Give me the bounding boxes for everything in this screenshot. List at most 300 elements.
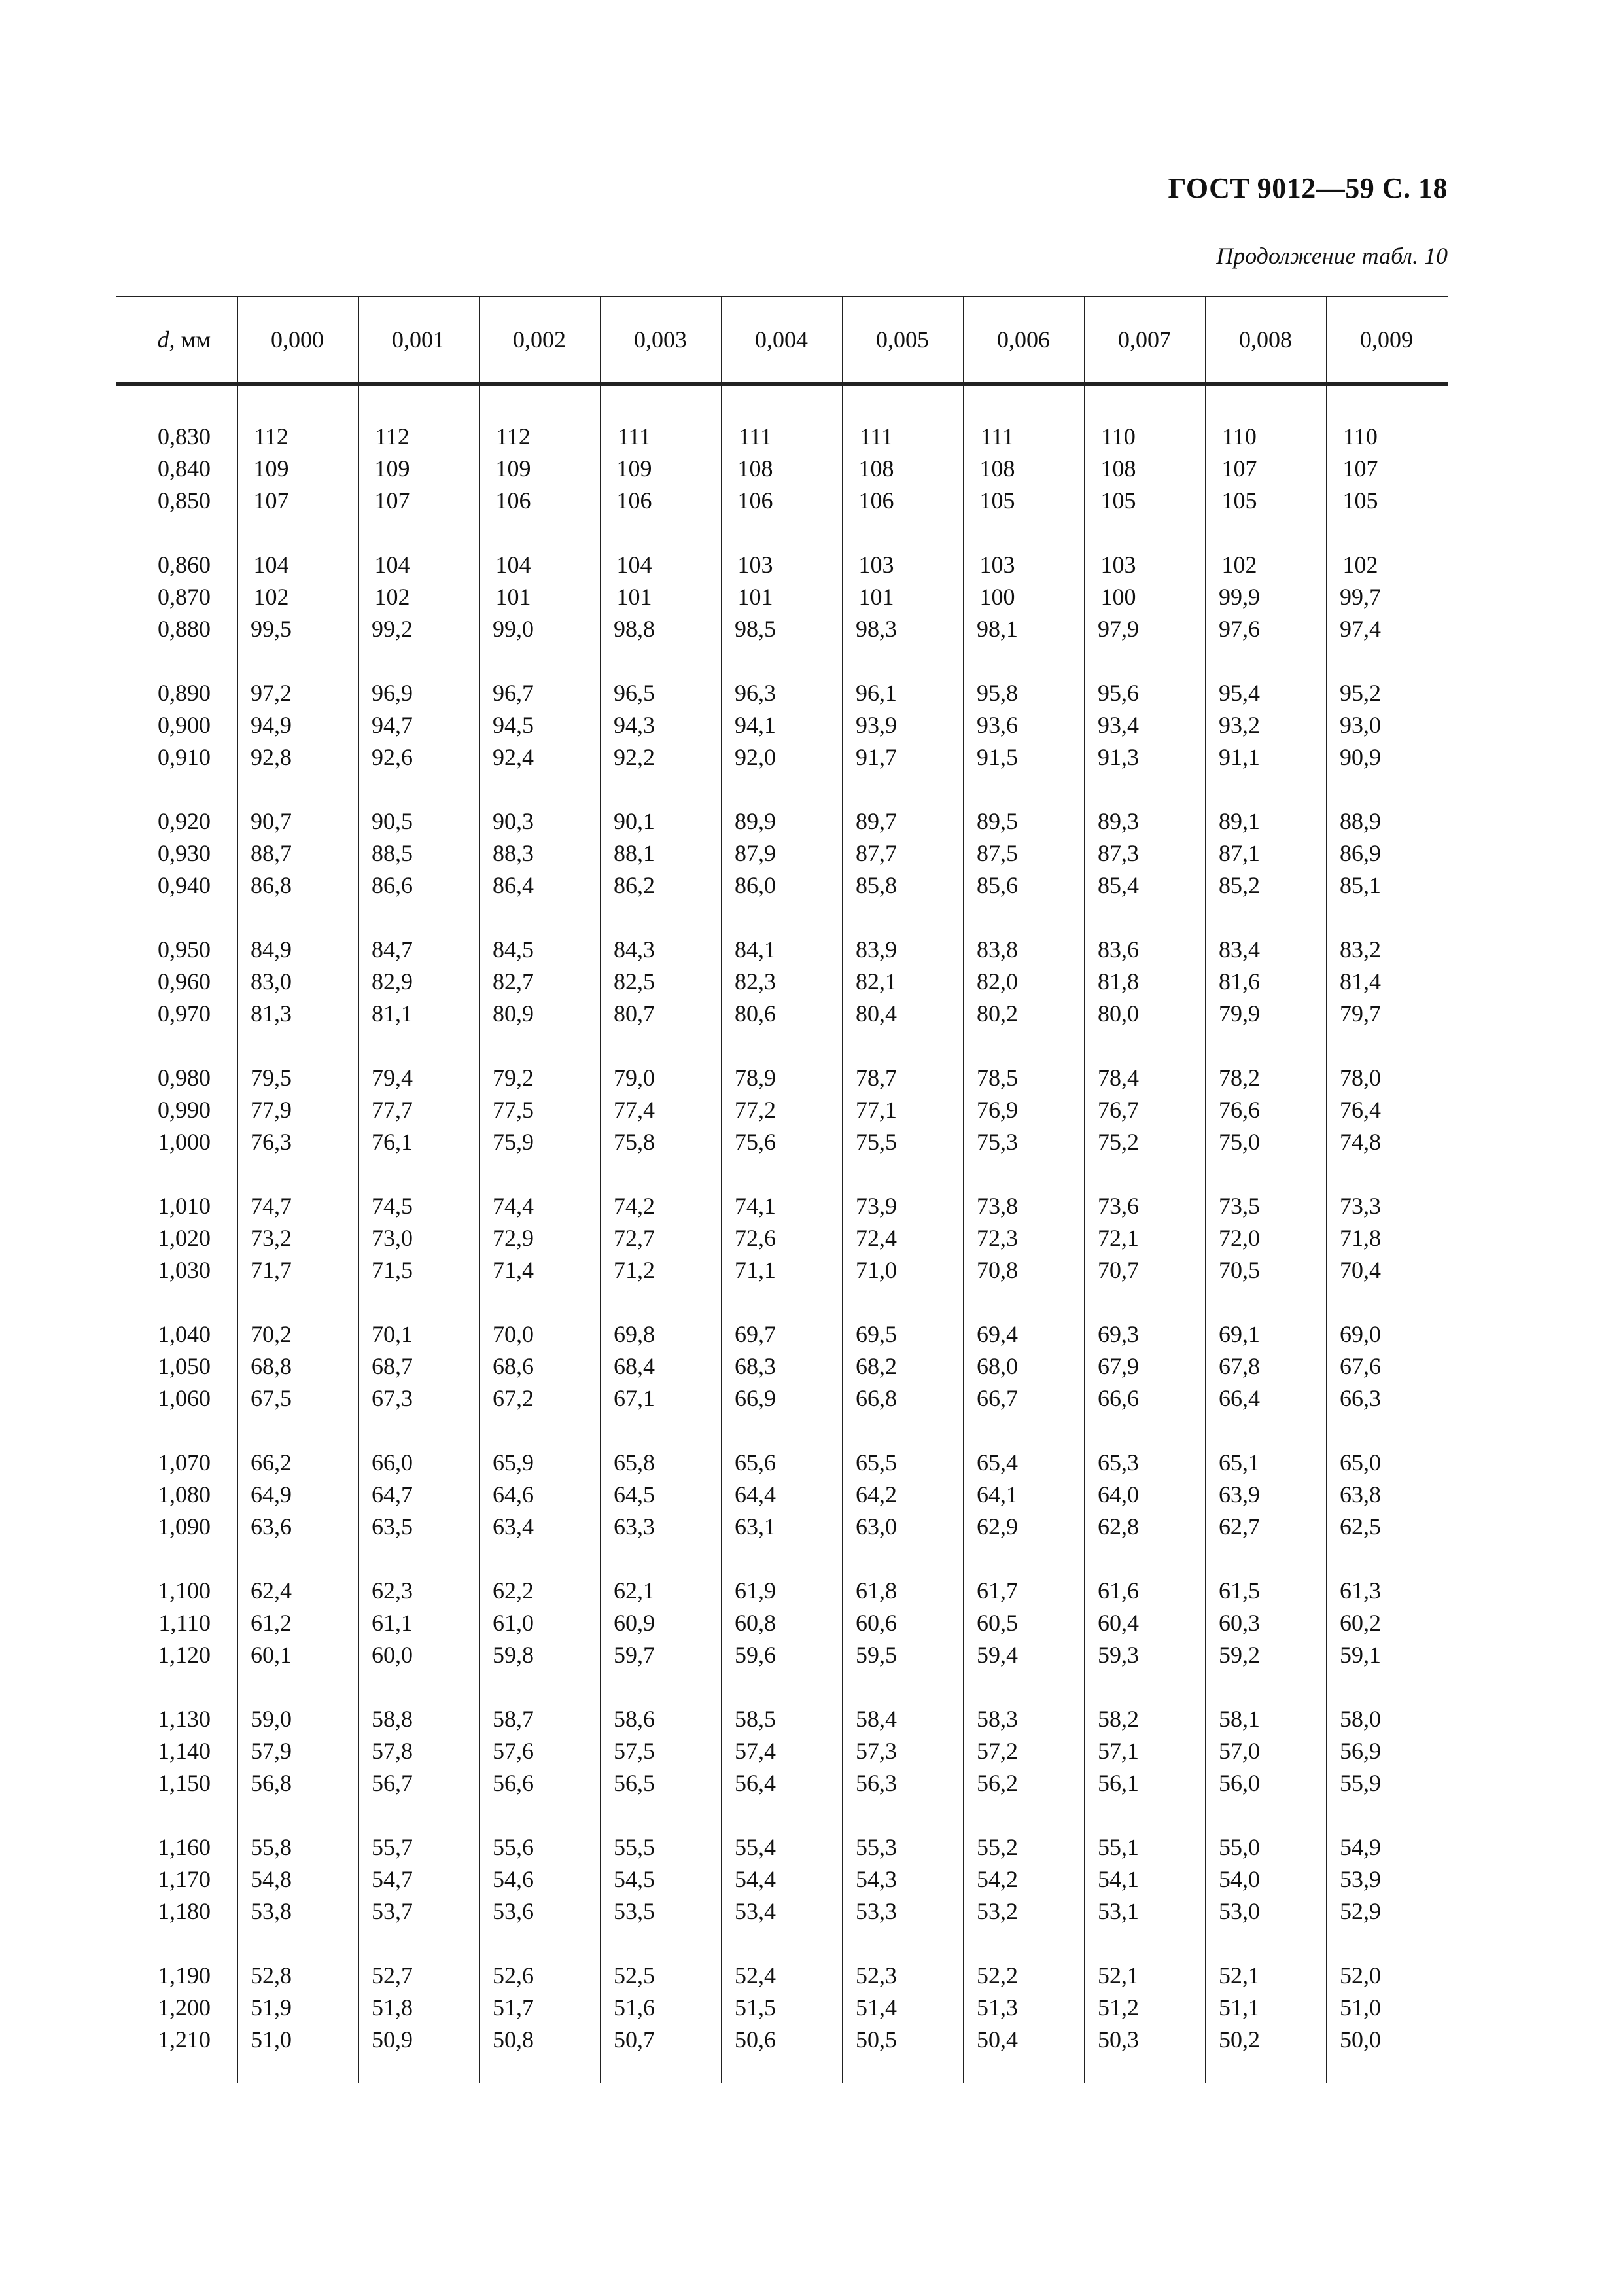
value-cell: 50,0 — [1340, 2026, 1381, 2053]
value-cell: 111 — [738, 423, 773, 450]
value-cell: 64,4 — [735, 1481, 776, 1508]
row-group — [116, 805, 1448, 901]
diameter-cell: 1,150 — [158, 1769, 211, 1796]
value-cell: 87,9 — [735, 839, 776, 866]
value-cell: 56,3 — [856, 1769, 897, 1796]
value-cell: 105 — [1100, 487, 1136, 514]
value-cell: 84,5 — [493, 936, 534, 963]
value-cell: 82,0 — [977, 968, 1018, 995]
value-cell: 59,1 — [1340, 1641, 1381, 1668]
value-cell: 98,3 — [856, 615, 897, 642]
value-cell: 74,7 — [251, 1192, 292, 1219]
value-cell: 78,7 — [856, 1064, 897, 1091]
diameter-cell: 0,840 — [158, 455, 211, 482]
value-cell: 70,4 — [1340, 1256, 1381, 1283]
value-cell: 105 — [979, 487, 1015, 514]
row-group — [116, 1831, 1448, 1927]
value-cell: 61,7 — [977, 1577, 1018, 1604]
value-cell: 68,6 — [493, 1352, 534, 1379]
value-cell: 53,3 — [856, 1898, 897, 1924]
value-cell: 66,3 — [1340, 1385, 1381, 1411]
value-cell: 91,3 — [1098, 743, 1139, 770]
value-cell: 96,9 — [372, 679, 413, 706]
value-cell: 65,1 — [1219, 1449, 1260, 1475]
row-group — [116, 933, 1448, 1029]
diameter-cell: 1,140 — [158, 1737, 211, 1764]
value-cell: 84,7 — [372, 936, 413, 963]
value-cell: 59,8 — [493, 1641, 534, 1668]
value-cell: 112 — [375, 423, 410, 450]
value-cell: 67,8 — [1219, 1352, 1260, 1379]
value-cell: 69,3 — [1098, 1320, 1139, 1347]
value-cell: 95,8 — [977, 679, 1018, 706]
value-cell: 97,6 — [1219, 615, 1260, 642]
value-cell: 63,3 — [614, 1513, 655, 1540]
value-cell: 87,1 — [1219, 839, 1260, 866]
value-cell: 85,8 — [856, 872, 897, 898]
value-cell: 52,1 — [1098, 1962, 1139, 1988]
value-cell: 57,0 — [1219, 1737, 1260, 1764]
value-cell: 64,0 — [1098, 1481, 1139, 1508]
value-cell: 104 — [616, 551, 652, 578]
value-cell: 54,1 — [1098, 1865, 1139, 1892]
value-cell: 52,1 — [1219, 1962, 1260, 1988]
value-cell: 77,7 — [372, 1096, 413, 1123]
diameter-cell: 1,160 — [158, 1833, 211, 1860]
value-cell: 71,4 — [493, 1256, 534, 1283]
diameter-cell: 1,210 — [158, 2026, 211, 2053]
value-cell: 57,9 — [251, 1737, 292, 1764]
value-cell: 73,8 — [977, 1192, 1018, 1219]
value-cell: 77,1 — [856, 1096, 897, 1123]
table-row — [116, 1574, 1448, 1606]
value-cell: 104 — [495, 551, 531, 578]
value-cell: 105 — [1342, 487, 1378, 514]
value-cell: 63,0 — [856, 1513, 897, 1540]
value-cell: 88,7 — [251, 839, 292, 866]
value-cell: 58,5 — [735, 1705, 776, 1732]
value-cell: 98,8 — [614, 615, 655, 642]
value-cell: 91,1 — [1219, 743, 1260, 770]
diameter-cell: 0,970 — [158, 1000, 211, 1027]
value-cell: 52,2 — [977, 1962, 1018, 1988]
value-cell: 100 — [1100, 583, 1136, 610]
table-body — [116, 420, 1448, 2087]
value-cell: 77,4 — [614, 1096, 655, 1123]
diameter-cell: 0,910 — [158, 743, 211, 770]
value-cell: 81,6 — [1219, 968, 1260, 995]
page-header: ГОСТ 9012—59 С. 18 — [1168, 172, 1448, 204]
value-cell: 93,4 — [1098, 711, 1139, 738]
value-cell: 110 — [1101, 423, 1136, 450]
value-cell: 106 — [616, 487, 652, 514]
value-cell: 50,6 — [735, 2026, 776, 2053]
value-cell: 108 — [1100, 455, 1136, 482]
value-cell: 66,8 — [856, 1385, 897, 1411]
value-cell: 58,2 — [1098, 1705, 1139, 1732]
value-cell: 54,7 — [372, 1865, 413, 1892]
value-cell: 96,3 — [735, 679, 776, 706]
table-row — [116, 837, 1448, 869]
value-cell: 76,3 — [251, 1128, 292, 1155]
value-cell: 111 — [859, 423, 894, 450]
value-cell: 58,3 — [977, 1705, 1018, 1732]
value-cell: 76,7 — [1098, 1096, 1139, 1123]
diameter-cell: 1,110 — [158, 1609, 211, 1636]
row-group — [116, 1318, 1448, 1414]
value-cell: 72,6 — [735, 1224, 776, 1251]
value-cell: 57,2 — [977, 1737, 1018, 1764]
value-cell: 84,3 — [614, 936, 655, 963]
value-cell: 52,3 — [856, 1962, 897, 1988]
table-row — [116, 933, 1448, 965]
value-cell: 78,2 — [1219, 1064, 1260, 1091]
table-row — [116, 2023, 1448, 2055]
value-cell: 71,0 — [856, 1256, 897, 1283]
value-cell: 109 — [616, 455, 652, 482]
value-cell: 53,9 — [1340, 1865, 1381, 1892]
diameter-cell: 0,890 — [158, 679, 211, 706]
value-cell: 66,2 — [251, 1449, 292, 1475]
value-cell: 55,2 — [977, 1833, 1018, 1860]
value-cell: 50,2 — [1219, 2026, 1260, 2053]
table-row — [116, 869, 1448, 901]
value-cell: 110 — [1343, 423, 1378, 450]
value-cell: 58,0 — [1340, 1705, 1381, 1732]
value-cell: 57,4 — [735, 1737, 776, 1764]
diameter-cell: 0,960 — [158, 968, 211, 995]
value-cell: 80,7 — [614, 1000, 655, 1027]
value-cell: 76,4 — [1340, 1096, 1381, 1123]
row-group — [116, 1446, 1448, 1542]
value-cell: 66,6 — [1098, 1385, 1139, 1411]
value-cell: 62,8 — [1098, 1513, 1139, 1540]
value-cell: 107 — [374, 487, 410, 514]
value-cell: 107 — [253, 487, 289, 514]
value-cell: 67,3 — [372, 1385, 413, 1411]
value-cell: 54,0 — [1219, 1865, 1260, 1892]
value-cell: 68,8 — [251, 1352, 292, 1379]
value-cell: 96,7 — [493, 679, 534, 706]
value-cell: 73,3 — [1340, 1192, 1381, 1219]
diameter-cell: 0,930 — [158, 839, 211, 866]
value-cell: 109 — [374, 455, 410, 482]
value-cell: 55,7 — [372, 1833, 413, 1860]
value-cell: 83,2 — [1340, 936, 1381, 963]
table-row — [116, 965, 1448, 997]
value-cell: 103 — [858, 551, 894, 578]
value-cell: 61,6 — [1098, 1577, 1139, 1604]
value-cell: 93,0 — [1340, 711, 1381, 738]
header-cell: 0,000 — [271, 327, 324, 353]
value-cell: 90,7 — [251, 807, 292, 834]
value-cell: 52,8 — [251, 1962, 292, 1988]
value-cell: 51,1 — [1219, 1994, 1260, 2021]
value-cell: 104 — [253, 551, 289, 578]
value-cell: 52,4 — [735, 1962, 776, 1988]
value-cell: 90,1 — [614, 807, 655, 834]
diameter-cell: 1,010 — [158, 1192, 211, 1219]
value-cell: 57,3 — [856, 1737, 897, 1764]
value-cell: 60,1 — [251, 1641, 292, 1668]
value-cell: 92,0 — [735, 743, 776, 770]
value-cell: 103 — [979, 551, 1015, 578]
value-cell: 52,7 — [372, 1962, 413, 1988]
value-cell: 79,0 — [614, 1064, 655, 1091]
value-cell: 58,4 — [856, 1705, 897, 1732]
value-cell: 57,5 — [614, 1737, 655, 1764]
value-cell: 75,2 — [1098, 1128, 1139, 1155]
value-cell: 63,8 — [1340, 1481, 1381, 1508]
value-cell: 94,9 — [251, 711, 292, 738]
value-cell: 93,6 — [977, 711, 1018, 738]
diameter-cell: 1,090 — [158, 1513, 211, 1540]
value-cell: 64,9 — [251, 1481, 292, 1508]
value-cell: 65,0 — [1340, 1449, 1381, 1475]
value-cell: 109 — [253, 455, 289, 482]
value-cell: 51,6 — [614, 1994, 655, 2021]
value-cell: 85,6 — [977, 872, 1018, 898]
value-cell: 57,1 — [1098, 1737, 1139, 1764]
value-cell: 64,7 — [372, 1481, 413, 1508]
value-cell: 64,5 — [614, 1481, 655, 1508]
value-cell: 102 — [1221, 551, 1257, 578]
value-cell: 95,4 — [1219, 679, 1260, 706]
value-cell: 76,9 — [977, 1096, 1018, 1123]
value-cell: 83,6 — [1098, 936, 1139, 963]
value-cell: 82,1 — [856, 968, 897, 995]
table-row — [116, 420, 1448, 452]
value-cell: 102 — [253, 583, 289, 610]
value-cell: 58,8 — [372, 1705, 413, 1732]
value-cell: 84,9 — [251, 936, 292, 963]
value-cell: 74,4 — [493, 1192, 534, 1219]
value-cell: 83,0 — [251, 968, 292, 995]
value-cell: 51,0 — [1340, 1994, 1381, 2021]
value-cell: 99,5 — [251, 615, 292, 642]
value-cell: 88,9 — [1340, 807, 1381, 834]
value-cell: 64,6 — [493, 1481, 534, 1508]
value-cell: 69,4 — [977, 1320, 1018, 1347]
table-row — [116, 1831, 1448, 1863]
table-row — [116, 1446, 1448, 1478]
value-cell: 71,2 — [614, 1256, 655, 1283]
value-cell: 94,1 — [735, 711, 776, 738]
value-cell: 69,5 — [856, 1320, 897, 1347]
value-cell: 54,3 — [856, 1865, 897, 1892]
value-cell: 68,7 — [372, 1352, 413, 1379]
value-cell: 78,0 — [1340, 1064, 1381, 1091]
diameter-cell: 1,040 — [158, 1320, 211, 1347]
value-cell: 75,9 — [493, 1128, 534, 1155]
value-cell: 53,5 — [614, 1898, 655, 1924]
value-cell: 101 — [495, 583, 531, 610]
value-cell: 62,1 — [614, 1577, 655, 1604]
value-cell: 99,0 — [493, 615, 534, 642]
value-cell: 82,7 — [493, 968, 534, 995]
diameter-cell: 1,120 — [158, 1641, 211, 1668]
value-cell: 65,4 — [977, 1449, 1018, 1475]
value-cell: 86,6 — [372, 872, 413, 898]
value-cell: 56,8 — [251, 1769, 292, 1796]
value-cell: 56,1 — [1098, 1769, 1139, 1796]
value-cell: 92,4 — [493, 743, 534, 770]
value-cell: 72,0 — [1219, 1224, 1260, 1251]
value-cell: 57,6 — [493, 1737, 534, 1764]
value-cell: 81,8 — [1098, 968, 1139, 995]
value-cell: 65,3 — [1098, 1449, 1139, 1475]
value-cell: 55,1 — [1098, 1833, 1139, 1860]
diameter-cell: 1,070 — [158, 1449, 211, 1475]
value-cell: 50,5 — [856, 2026, 897, 2053]
value-cell: 60,2 — [1340, 1609, 1381, 1636]
value-cell: 73,0 — [372, 1224, 413, 1251]
value-cell: 86,4 — [493, 872, 534, 898]
value-cell: 77,5 — [493, 1096, 534, 1123]
table-row — [116, 677, 1448, 709]
value-cell: 60,3 — [1219, 1609, 1260, 1636]
value-cell: 98,1 — [977, 615, 1018, 642]
value-cell: 59,6 — [735, 1641, 776, 1668]
table-row — [116, 1638, 1448, 1670]
header-cell: 0,009 — [1360, 327, 1413, 353]
value-cell: 71,1 — [735, 1256, 776, 1283]
value-cell: 59,5 — [856, 1641, 897, 1668]
value-cell: 73,6 — [1098, 1192, 1139, 1219]
value-cell: 67,5 — [251, 1385, 292, 1411]
table-row — [116, 1350, 1448, 1382]
value-cell: 72,4 — [856, 1224, 897, 1251]
value-cell: 51,3 — [977, 1994, 1018, 2021]
value-cell: 66,0 — [372, 1449, 413, 1475]
value-cell: 56,2 — [977, 1769, 1018, 1796]
value-cell: 75,6 — [735, 1128, 776, 1155]
value-cell: 62,9 — [977, 1513, 1018, 1540]
diameter-cell: 0,880 — [158, 615, 211, 642]
header-cell: 0,008 — [1239, 327, 1292, 353]
value-cell: 51,8 — [372, 1994, 413, 2021]
value-cell: 80,2 — [977, 1000, 1018, 1027]
value-cell: 99,9 — [1219, 583, 1260, 610]
value-cell: 55,3 — [856, 1833, 897, 1860]
value-cell: 109 — [495, 455, 531, 482]
value-cell: 85,1 — [1340, 872, 1381, 898]
value-cell: 79,4 — [372, 1064, 413, 1091]
value-cell: 60,6 — [856, 1609, 897, 1636]
value-cell: 86,0 — [735, 872, 776, 898]
value-cell: 96,1 — [856, 679, 897, 706]
value-cell: 88,3 — [493, 839, 534, 866]
value-cell: 108 — [858, 455, 894, 482]
value-cell: 62,7 — [1219, 1513, 1260, 1540]
value-cell: 56,6 — [493, 1769, 534, 1796]
value-cell: 56,7 — [372, 1769, 413, 1796]
value-cell: 105 — [1221, 487, 1257, 514]
value-cell: 91,7 — [856, 743, 897, 770]
value-cell: 51,0 — [251, 2026, 292, 2053]
diameter-cell: 1,170 — [158, 1865, 211, 1892]
value-cell: 70,2 — [251, 1320, 292, 1347]
value-cell: 71,8 — [1340, 1224, 1381, 1251]
value-cell: 60,5 — [977, 1609, 1018, 1636]
value-cell: 112 — [496, 423, 531, 450]
value-cell: 67,6 — [1340, 1352, 1381, 1379]
value-cell: 56,4 — [735, 1769, 776, 1796]
value-cell: 95,6 — [1098, 679, 1139, 706]
value-cell: 75,0 — [1219, 1128, 1260, 1155]
value-cell: 64,1 — [977, 1481, 1018, 1508]
value-cell: 56,0 — [1219, 1769, 1260, 1796]
value-cell: 106 — [737, 487, 773, 514]
table-row — [116, 1061, 1448, 1093]
value-cell: 82,9 — [372, 968, 413, 995]
value-cell: 59,3 — [1098, 1641, 1139, 1668]
diameter-cell: 1,130 — [158, 1705, 211, 1732]
value-cell: 66,7 — [977, 1385, 1018, 1411]
value-cell: 106 — [858, 487, 894, 514]
value-cell: 50,8 — [493, 2026, 534, 2053]
value-cell: 95,2 — [1340, 679, 1381, 706]
value-cell: 58,7 — [493, 1705, 534, 1732]
value-cell: 90,9 — [1340, 743, 1381, 770]
value-cell: 63,4 — [493, 1513, 534, 1540]
value-cell: 92,2 — [614, 743, 655, 770]
diameter-cell: 0,920 — [158, 807, 211, 834]
table-row — [116, 580, 1448, 612]
value-cell: 54,9 — [1340, 1833, 1381, 1860]
table-row — [116, 1735, 1448, 1767]
value-cell: 75,8 — [614, 1128, 655, 1155]
value-cell: 93,9 — [856, 711, 897, 738]
row-group — [116, 548, 1448, 645]
value-cell: 87,7 — [856, 839, 897, 866]
value-cell: 88,1 — [614, 839, 655, 866]
value-cell: 58,6 — [614, 1705, 655, 1732]
table-row — [116, 1222, 1448, 1254]
value-cell: 83,9 — [856, 936, 897, 963]
table-row — [116, 1478, 1448, 1510]
value-cell: 53,6 — [493, 1898, 534, 1924]
value-cell: 89,3 — [1098, 807, 1139, 834]
header-cell: 0,005 — [876, 327, 929, 353]
value-cell: 69,0 — [1340, 1320, 1381, 1347]
value-cell: 54,4 — [735, 1865, 776, 1892]
value-cell: 52,6 — [493, 1962, 534, 1988]
value-cell: 107 — [1221, 455, 1257, 482]
value-cell: 101 — [858, 583, 894, 610]
row-group — [116, 1959, 1448, 2055]
value-cell: 86,9 — [1340, 839, 1381, 866]
value-cell: 52,0 — [1340, 1962, 1381, 1988]
value-cell: 103 — [737, 551, 773, 578]
value-cell: 66,9 — [735, 1385, 776, 1411]
header-cell: 0,007 — [1118, 327, 1171, 353]
table-row — [116, 997, 1448, 1029]
value-cell: 61,8 — [856, 1577, 897, 1604]
value-cell: 108 — [979, 455, 1015, 482]
table-row — [116, 1190, 1448, 1222]
value-cell: 51,2 — [1098, 1994, 1139, 2021]
value-cell: 92,6 — [372, 743, 413, 770]
table-row — [116, 805, 1448, 837]
table-row — [116, 1510, 1448, 1542]
diameter-cell: 0,830 — [158, 423, 211, 450]
row-group — [116, 1703, 1448, 1799]
value-cell: 65,6 — [735, 1449, 776, 1475]
value-cell: 88,5 — [372, 839, 413, 866]
value-cell: 75,3 — [977, 1128, 1018, 1155]
value-cell: 80,4 — [856, 1000, 897, 1027]
